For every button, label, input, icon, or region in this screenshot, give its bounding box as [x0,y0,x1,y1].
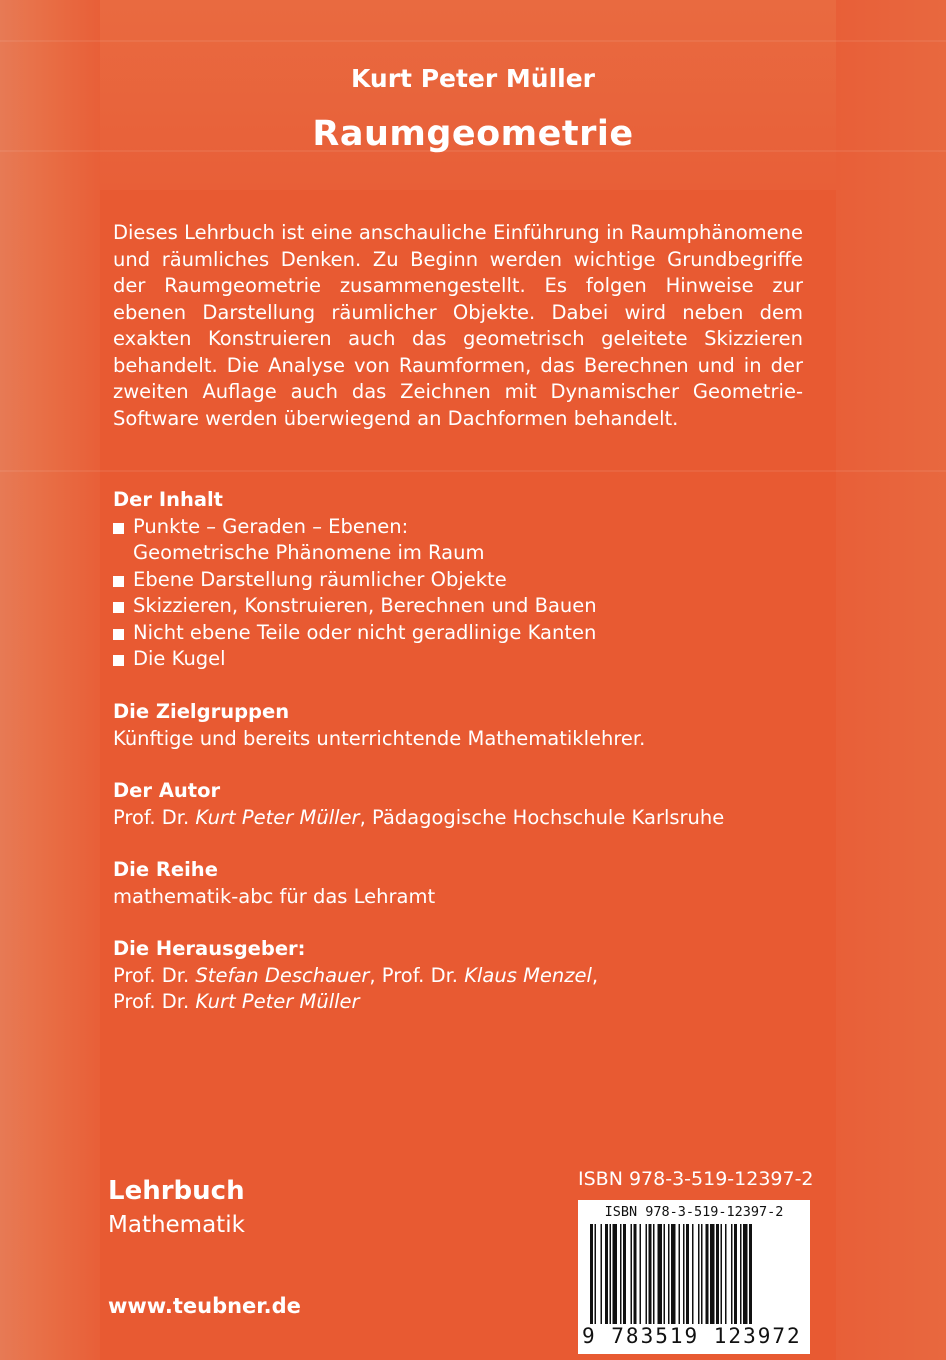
barcode-bar [623,1224,626,1324]
series-text: mathematik-abc für das Lehramt [113,884,436,908]
left-band [0,0,100,1360]
barcode-bar [653,1224,655,1324]
barcode-bar [683,1224,685,1324]
barcode-bar [631,1224,633,1324]
barcode-bar [649,1224,652,1324]
barcode-bar [743,1224,748,1324]
barcode [578,1200,810,1354]
barcode-bar [601,1224,603,1324]
cover-title: Raumgeometrie [312,114,634,154]
list-item: Punkte – Geraden – Ebenen: Geometrische Phänomene im Raum [113,514,813,567]
barcode-bar [605,1224,608,1324]
series-section [113,857,813,910]
barcode-bar [716,1224,719,1324]
barcode-digits: 9 783519 123972 [582,1324,802,1348]
list-item: Skizzieren, Konstruieren, Berechnen und Bauen [113,593,813,620]
barcode-bar [725,1224,727,1324]
square-bullet-icon [113,523,124,534]
editors-heading: Die Herausgeber: [113,937,306,960]
editors-line2: Prof. Dr. Kurt Peter Müller [113,990,360,1013]
top-band [0,0,946,190]
author-section [113,778,813,831]
list-item: Ebene Darstellung räumlicher Objekte [113,567,813,594]
list-item: Nicht ebene Teile oder nicht geradlinige Kanten [113,620,813,647]
author-name: Kurt Peter Müller [195,805,360,829]
contents-heading: Der Inhalt [113,488,224,511]
barcode-bar [740,1224,742,1324]
barcode-bar [595,1224,597,1324]
barcode-bar [721,1224,723,1324]
barcode-bar [734,1224,737,1324]
barcode-bar [749,1224,752,1324]
subject-label: Mathematik [108,1212,245,1238]
square-bullet-icon [113,655,124,666]
barcode-bar [698,1224,700,1324]
square-bullet-icon [113,629,124,640]
cover-author: Kurt Peter Müller [350,64,596,93]
category-label: Lehrbuch [108,1176,245,1206]
barcode-bar [646,1224,648,1324]
audience-section [113,699,813,752]
barcode-bar [692,1224,694,1324]
editors-section [113,936,813,1016]
barcode-bar [664,1224,666,1324]
isbn-label: ISBN 978-3-519-12397-2 [578,1168,814,1190]
decor-line [0,470,946,472]
barcode-isbn: ISBN 978-3-519-12397-2 [604,1204,784,1220]
library-stamp [0,1230,104,1290]
square-bullet-icon [113,576,124,587]
barcode-bar [634,1224,637,1324]
barcode-bar [613,1224,618,1324]
barcode-bar [679,1224,681,1324]
barcode-bar [640,1224,642,1324]
contents-list [113,514,813,673]
publisher-website: www.teubner.de [108,1294,301,1318]
barcode-bar [671,1224,676,1324]
right-band [836,0,946,1360]
barcode-bar [706,1224,709,1324]
series-heading: Die Reihe [113,858,218,881]
barcode-bar [701,1224,703,1324]
author-heading: Der Autor [113,779,221,802]
barcode-bar [658,1224,663,1324]
barcode-bar [710,1224,715,1324]
barcode-bars-icon [590,1224,798,1324]
barcode-bar [590,1224,593,1324]
decor-line [0,40,946,42]
square-bullet-icon [113,602,124,613]
author-text: Prof. Dr. Kurt Peter Müller, Pädagogische Hochschule Karlsruhe [113,805,725,829]
audience-heading: Die Zielgruppen [113,700,290,723]
list-item: Die Kugel [113,646,813,673]
barcode-bar [620,1224,622,1324]
editors-line1: Prof. Dr. Stefan Deschauer, Prof. Dr. Klaus Menzel, [113,963,599,987]
contents-section [113,487,813,673]
audience-text: Künftige und bereits unterrichtende Mathematiklehrer. [113,726,646,750]
barcode-bar [610,1224,612,1324]
barcode-bar [668,1224,670,1324]
barcode-bar [686,1224,689,1324]
barcode-bar [731,1224,733,1324]
intro-text: Dieses Lehrbuch ist eine anschauliche Einführung in Raumphänomene und räumliches Denken. Zu Beginn werden wichtige Grundbegriffe der Raumgeometrie zusammengestellt. Es folgen Hinweise zur ebenen Darstellung räumlicher Objekte. Dabei wird neben dem exakten Konstruieren auch das geometrisch geleitete Skizzieren behandelt. Die Analyse von Raumformen, das Berechnen und in der zweiten Auflage auch das Zeichnen mit Dynamischer Geometrie-Software werden überwiegend an Dachformen behandelt. [113,221,803,430]
